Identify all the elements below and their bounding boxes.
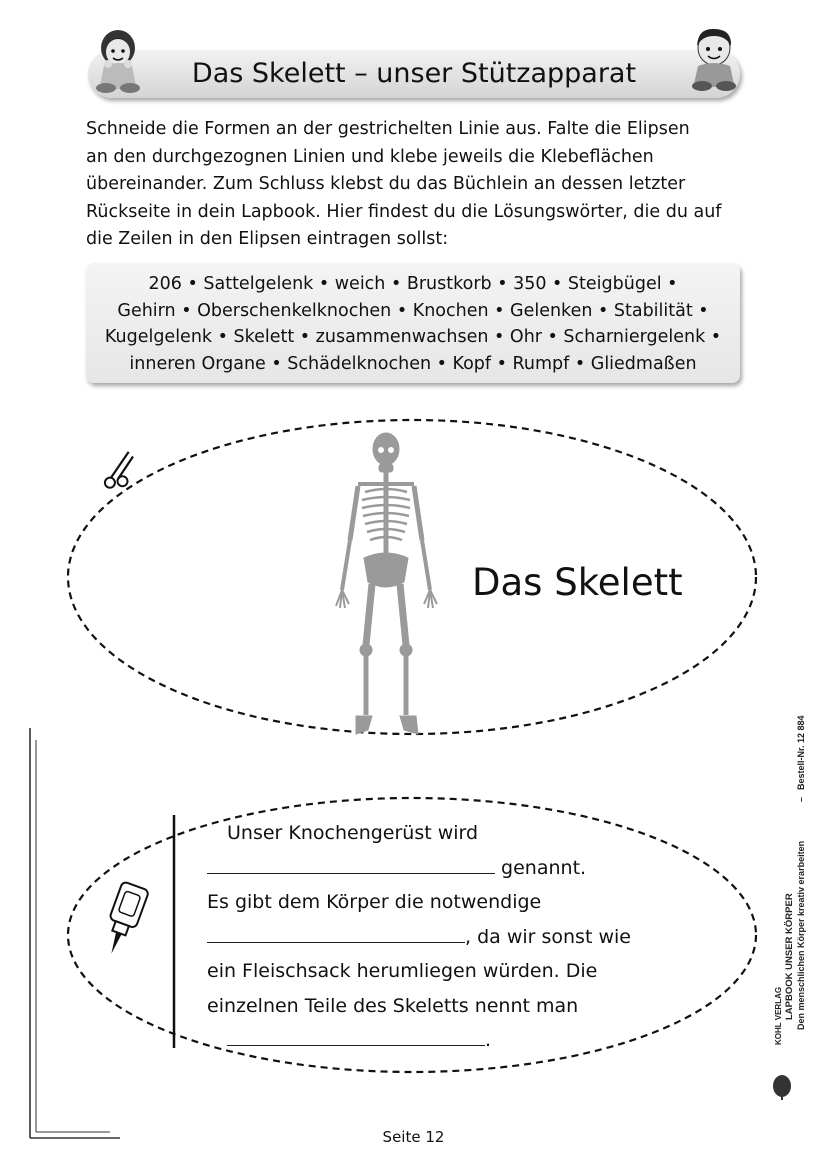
ellipse-text	[207, 816, 657, 1058]
series-title: LAPBOOK UNSER KÖRPER	[784, 893, 795, 1020]
text-line-4-suffix: , da wir sonst wie	[465, 925, 631, 948]
word-bank-line: inneren Organe • Schädelknochen • Kopf • Rumpf • Gliedmaßen	[129, 353, 697, 374]
skeleton-icon	[336, 433, 437, 734]
sidebar-separator: –	[796, 796, 806, 802]
cover-title: Das Skelett	[472, 561, 683, 604]
glue-bottle-icon	[98, 881, 149, 958]
word-bank-line: Kugelgelenk • Skelett • zusammenwachsen • Ohr • Scharniergelenk •	[104, 327, 722, 347]
text-line-1: Unser Knochengerüst wird	[227, 822, 479, 844]
answer-blank-3[interactable]	[227, 1023, 485, 1046]
instructions-line: Rückseite in dein Lapbook. Hier findest du die Lösungswörter, die du auf	[86, 201, 722, 222]
word-bank-line: Gehirn • Oberschenkelknochen • Knochen • Gelenken • Stabilität •	[117, 300, 709, 321]
answer-blank-1[interactable]	[207, 851, 495, 874]
series-subtitle: Den menschlichen Körper kreativ erarbeiten	[796, 840, 806, 1030]
text-line-6: einzelnen Teile des Skeletts nennt man	[207, 994, 579, 1017]
instructions-line: Schneide die Formen an der gestrichelten Linie aus. Falte die Elipsen	[86, 119, 690, 139]
text-line-3: Es gibt dem Körper die notwendige	[207, 891, 542, 913]
answer-blank-2[interactable]	[207, 920, 465, 943]
frame-lines	[30, 728, 120, 1138]
text-line-4	[207, 920, 657, 955]
text-line-2-suffix: genannt.	[501, 856, 587, 879]
word-bank-line: 206 • Sattelgelenk • weich • Brustkorb • 350 • Steigbügel •	[148, 274, 678, 294]
order-number: Bestell-Nr. 12 884	[796, 715, 806, 790]
text-line-7-suffix: .	[485, 1029, 492, 1051]
publisher-logo-icon	[770, 1072, 794, 1100]
text-line-5: ein Fleischsack herumliegen würden. Die	[207, 960, 598, 982]
page-number: Seite 12	[382, 1128, 445, 1146]
page-title: Das Skelett – unser Stützapparat	[191, 58, 637, 89]
publisher-label: KOHL VERLAG	[774, 986, 783, 1045]
instructions-line: an den durchgezognen Linien und klebe jeweils die Klebeflächen	[86, 146, 654, 167]
instructions-line: übereinander. Zum Schluss klebst du das Büchlein an dessen letzter	[86, 174, 686, 194]
instructions-line: die Zeilen in den Elipsen eintragen sollst:	[86, 229, 449, 249]
scissors-icon	[97, 451, 143, 493]
text-line-7	[207, 1023, 657, 1058]
text-line-2	[207, 851, 657, 886]
